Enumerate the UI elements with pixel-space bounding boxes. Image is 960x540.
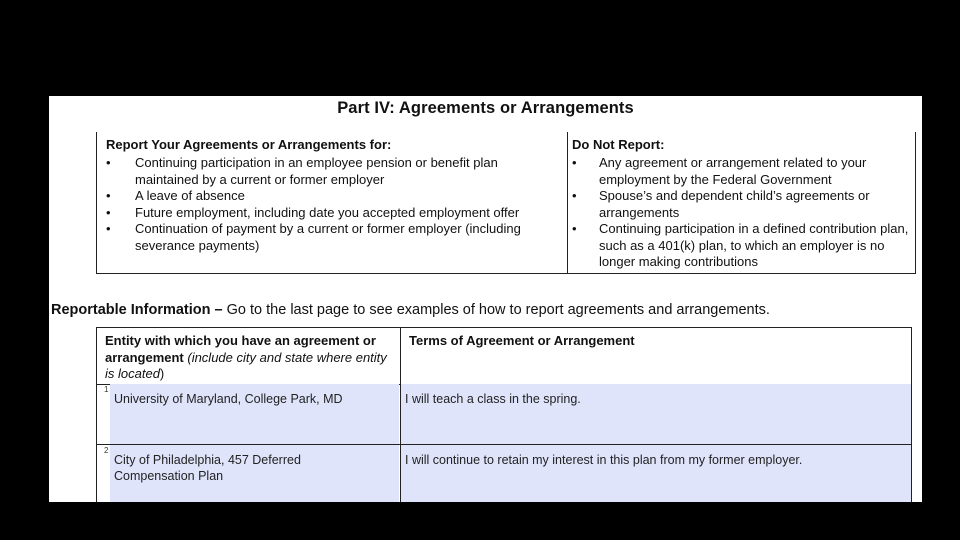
- reportable-information-line: [51, 302, 770, 318]
- reportable-label: Reportable Information –: [51, 302, 223, 318]
- list-item-text: A leave of absence: [135, 188, 245, 203]
- form-page: [49, 96, 922, 502]
- list-item-text: Any agreement or arrangement related to your employment by the Federal Government: [599, 155, 867, 187]
- bullet-icon: •: [572, 155, 577, 170]
- list-item: [106, 221, 564, 254]
- list-item-text: Continuing participation in an employee pension or benefit plan maintained by a current or former employer: [135, 155, 498, 187]
- list-item: [572, 188, 917, 221]
- page-title: Part IV: Agreements or Arrangements: [337, 99, 634, 117]
- report-for-heading: Report Your Agreements or Arrangements for:: [106, 137, 392, 152]
- bullet-icon: •: [106, 204, 111, 220]
- list-item-text: Continuing participation in a defined contribution plan, such as a 401(k) plan, to which an employer is no longer making contributions: [599, 221, 909, 269]
- entity-column-header: [105, 333, 397, 383]
- bullet-icon: •: [106, 188, 111, 203]
- terms-field[interactable]: [401, 445, 911, 502]
- agreements-table: [96, 327, 912, 502]
- table-header: [97, 328, 911, 385]
- row-number: 1: [104, 385, 109, 394]
- terms-value: I will teach a class in the spring.: [405, 392, 581, 406]
- do-not-report-list: [572, 155, 917, 271]
- list-item: [572, 155, 917, 188]
- bullet-icon: •: [572, 188, 577, 203]
- entity-header-italic: (include city and state where entity is located: [105, 349, 387, 381]
- list-item: [106, 155, 564, 188]
- reportable-text: Go to the last page to see examples of how to report agreements and arrangements.: [222, 302, 770, 318]
- list-item-text: Continuation of payment by a current or former employer (including severance payments): [135, 221, 521, 253]
- entity-field[interactable]: [110, 445, 399, 502]
- bullet-icon: •: [106, 155, 111, 170]
- report-instructions-box: [96, 132, 916, 274]
- table-row: [97, 384, 911, 445]
- entity-value: City of Philadelphia, 457 Deferred Compensation Plan: [114, 453, 301, 483]
- entity-value: University of Maryland, College Park, MD: [114, 392, 343, 406]
- terms-value: I will continue to retain my interest in this plan from my former employer.: [405, 453, 803, 467]
- terms-field[interactable]: [401, 384, 911, 444]
- list-item: [106, 205, 564, 222]
- table-row: [97, 445, 911, 502]
- report-for-list: [106, 155, 564, 254]
- list-item-text: Future employment, including date you accepted employment offer: [135, 204, 520, 220]
- terms-column-header: Terms of Agreement or Arrangement: [409, 333, 635, 348]
- do-not-report-column: [572, 137, 917, 271]
- do-not-report-heading: Do Not Report:: [572, 137, 665, 152]
- bullet-icon: •: [106, 221, 111, 236]
- list-item-text: Spouse’s and dependent child’s agreements or arrangements: [599, 188, 870, 220]
- entity-header-bold: Entity with which you have an agreement or arrangement: [105, 333, 376, 365]
- column-divider: [567, 132, 568, 273]
- list-item: [106, 188, 564, 205]
- row-number: 2: [104, 446, 109, 455]
- report-for-column: [106, 137, 564, 254]
- entity-header-close: ): [159, 366, 165, 381]
- bullet-icon: •: [572, 221, 577, 236]
- entity-field[interactable]: [110, 384, 399, 444]
- list-item: [572, 221, 917, 271]
